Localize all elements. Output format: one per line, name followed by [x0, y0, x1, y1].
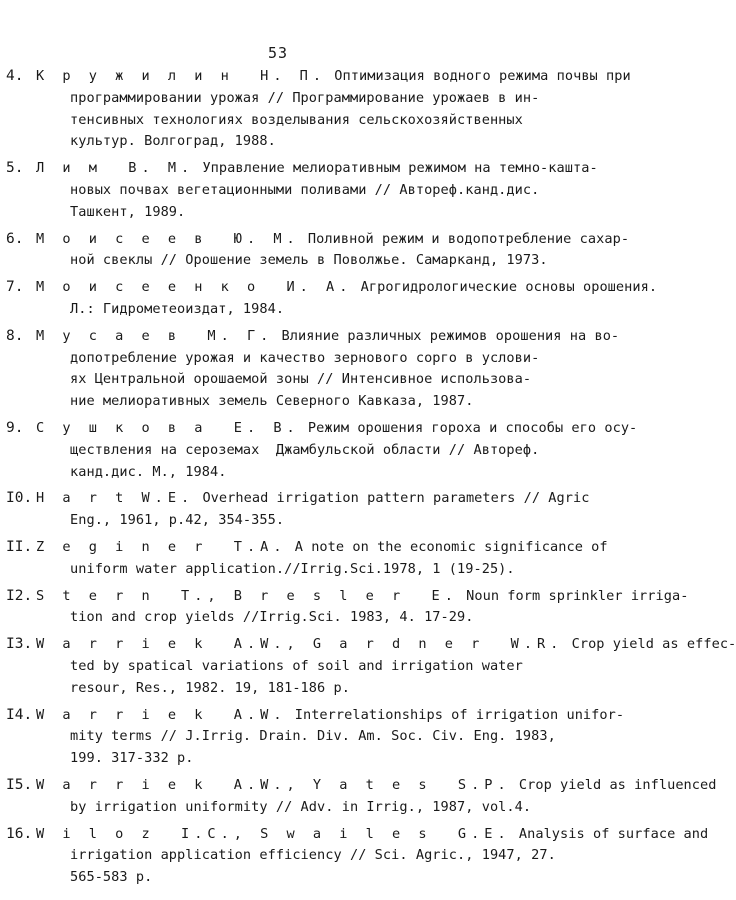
- reference-author: W i l o z I.C., S w a i l e s G.E.: [36, 825, 511, 842]
- reference-number: 16.: [6, 825, 33, 842]
- reference-line: Eng., 1961, p.42, 354-355.: [70, 512, 285, 529]
- page-number: 53: [268, 44, 289, 62]
- reference-line: by irrigation uniformity // Adv. in Irrig., 1987, vol.4.: [70, 798, 532, 815]
- reference-line: Ташкент, 1989.: [70, 203, 186, 220]
- reference-number: 7.: [6, 279, 24, 296]
- reference-text: A note on the economic significance of: [286, 538, 608, 555]
- reference-text: Режим орошения гороха и способы его осу-: [299, 419, 638, 436]
- reference-item: [0, 229, 630, 273]
- reference-text: Оптимизация водного режима почвы при: [326, 68, 631, 84]
- reference-line: ted by spatical variations of soil and irrigation water: [70, 657, 523, 674]
- reference-line: irrigation application efficiency // Sci. Agric., 1947, 27.: [70, 847, 556, 864]
- reference-line: культур. Волгоград, 1988.: [70, 133, 276, 150]
- reference-text: Analysis of surface and: [510, 825, 709, 842]
- reference-line: [36, 326, 621, 348]
- reference-line: [36, 586, 689, 608]
- reference-number: 4.: [6, 68, 24, 84]
- reference-line: [36, 229, 630, 251]
- reference-text: Overhead irrigation pattern parameters // Agric: [194, 490, 590, 507]
- reference-line: [36, 418, 638, 440]
- reference-item: [0, 537, 621, 581]
- reference-line: Л.: Гидрометеоиздат, 1984.: [70, 300, 285, 317]
- reference-line: [36, 705, 625, 727]
- reference-line: [36, 824, 709, 846]
- reference-line: uniform water application.//Irrig.Sci.1978, 1 (19-25).: [70, 560, 515, 577]
- reference-line: ях Центральной орошаемой зоны // Интенсивное использова-: [70, 371, 532, 388]
- reference-line: tion and crop yields //Irrig.Sci. 1983, 4. 17-29.: [70, 609, 474, 626]
- reference-number: II.: [6, 538, 33, 555]
- reference-text: Управление мелиоративным режимом на темно-кашта-: [194, 160, 598, 177]
- reference-number: I4.: [6, 706, 33, 723]
- reference-author: С у ш к о в а Е. В.: [36, 419, 300, 436]
- reference-item: [0, 586, 689, 630]
- reference-author: К р у ж и л и н Н. П.: [36, 68, 327, 84]
- reference-author: Л и м В. М.: [36, 160, 195, 177]
- reference-number: I2.: [6, 587, 33, 604]
- reference-item: [0, 158, 621, 223]
- reference-number: 9.: [6, 419, 24, 436]
- reference-number: 6.: [6, 230, 24, 247]
- reference-item: [0, 634, 736, 699]
- reference-line: [36, 158, 621, 180]
- reference-author: М о и с е е в Ю. М.: [36, 230, 300, 247]
- reference-line: [36, 537, 621, 559]
- reference-author: W a r r i e k A.W., Y a t e s S.P.: [36, 776, 511, 793]
- reference-line: новых почвах вегетационными поливами // Автореф.канд.дис.: [70, 181, 540, 198]
- reference-item: [0, 326, 621, 413]
- reference-line: [36, 488, 621, 510]
- reference-number: I0.: [6, 490, 33, 507]
- reference-line: resour, Res., 1982. 19, 181-186 p.: [70, 679, 350, 696]
- reference-author: W a r r i e k A.W.: [36, 706, 287, 723]
- reference-line: [36, 277, 658, 299]
- reference-author: М о и с е е н к о И. А.: [36, 279, 353, 296]
- reference-line: ществления на сероземах Джамбульской области // Автореф.: [70, 441, 540, 458]
- reference-item: [0, 824, 709, 889]
- reference-text: Crop yield as influenced: [510, 776, 717, 793]
- reference-line: [36, 775, 717, 797]
- reference-line: ние мелиоративных земель Северного Кавказа, 1987.: [70, 393, 474, 410]
- reference-line: канд.дис. М., 1984.: [70, 463, 227, 480]
- reference-item: [0, 488, 621, 532]
- reference-item: [0, 775, 717, 819]
- reference-text: Interrelationships of irrigation unifor-: [286, 706, 625, 723]
- reference-item: [0, 66, 631, 153]
- reference-line: тенсивных технологиях возделывания сельскохозяйственных: [70, 111, 523, 128]
- reference-text: Поливной режим и водопотребление сахар-: [299, 230, 630, 247]
- reference-author: S t e r n T., B r e s l e r E.: [36, 587, 458, 604]
- reference-line: программировании урожая // Программирование урожаев в ин-: [70, 89, 540, 106]
- reference-number: 8.: [6, 327, 24, 344]
- reference-line: ной свеклы // Орошение земель в Поволжье. Самарканд, 1973.: [70, 252, 548, 269]
- reference-list: [0, 66, 736, 894]
- reference-number: I5.: [6, 776, 33, 793]
- reference-author: H a r t W.E.: [36, 490, 195, 507]
- reference-line: допотребление урожая и качество зернового сорго в услови-: [70, 349, 540, 366]
- reference-line: [36, 634, 736, 656]
- reference-text: Влияние различных режимов орошения на во-: [273, 327, 620, 344]
- reference-item: [0, 277, 658, 321]
- reference-author: W a r r i e k A.W., G a r d n e r W.R.: [36, 636, 564, 653]
- reference-text: Crop yield as effec-: [563, 636, 736, 653]
- reference-line: mity terms // J.Irrig. Drain. Div. Am. Soc. Civ. Eng. 1983,: [70, 728, 556, 745]
- reference-author: М у с а е в М. Г.: [36, 327, 274, 344]
- reference-line: 565-583 p.: [70, 869, 153, 886]
- reference-item: [0, 705, 625, 770]
- reference-text: Noun form sprinkler irriga-: [457, 587, 689, 604]
- reference-number: I3.: [6, 636, 33, 653]
- reference-author: Z e g i n e r T.A.: [36, 538, 287, 555]
- reference-number: 5.: [6, 160, 24, 177]
- reference-text: Агрогидрологические основы орошения.: [352, 279, 658, 296]
- reference-line: 199. 317-332 p.: [70, 750, 194, 767]
- reference-line: [36, 66, 631, 88]
- reference-item: [0, 418, 638, 483]
